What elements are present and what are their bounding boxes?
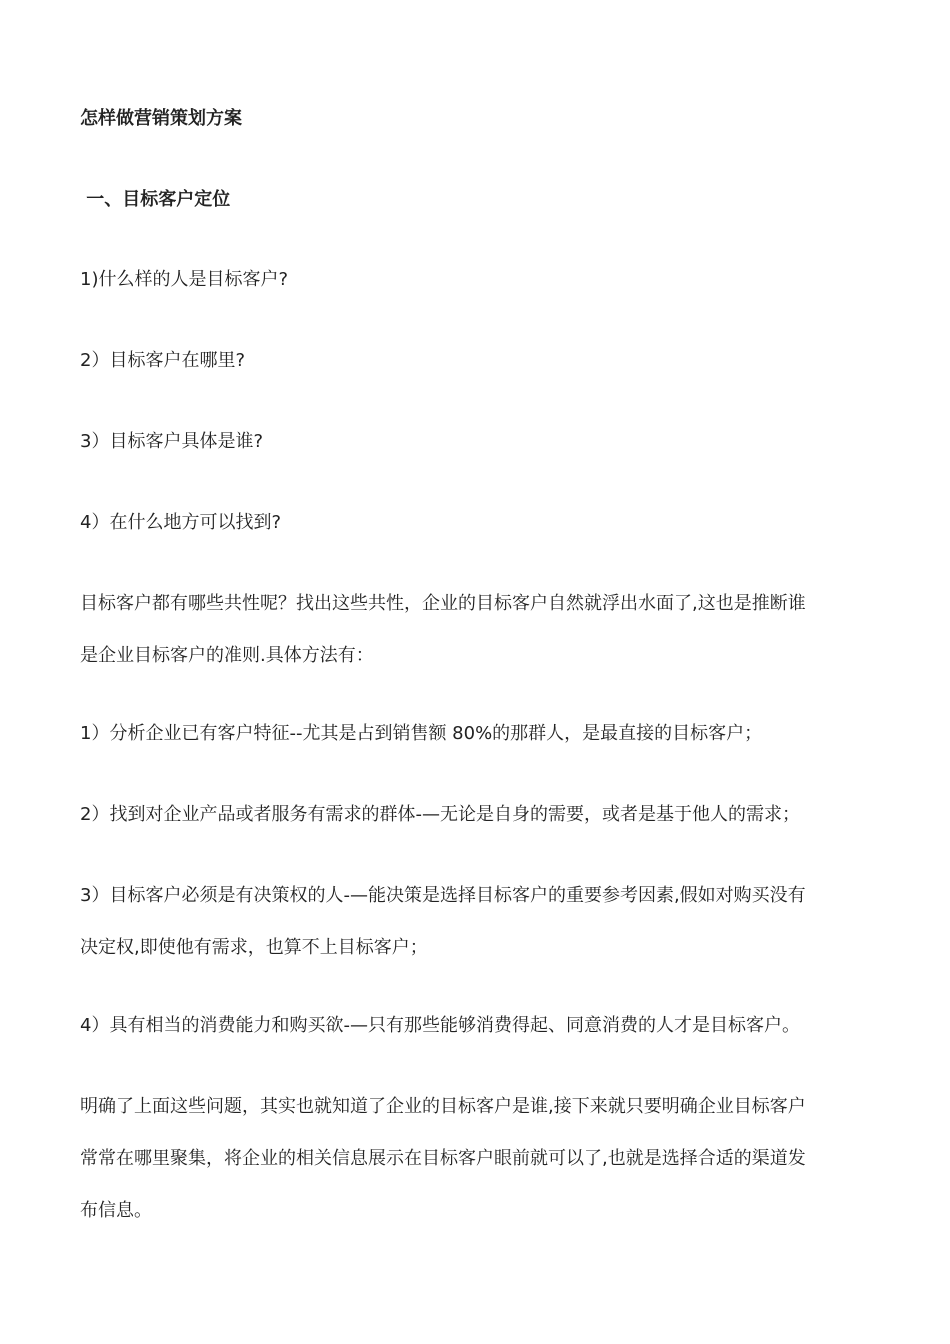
- question-item: 4）在什么地方可以找到?: [80, 512, 282, 533]
- section-heading: 一、目标客户定位: [80, 189, 231, 210]
- paragraph-line: 常常在哪里聚集，将企业的相关信息展示在目标客户眼前就可以了,也就是选择合适的渠道发: [80, 1148, 806, 1169]
- method-item: 1）分析企业已有客户特征--尤其是占到销售额 80%的那群人，是最直接的目标客户；: [80, 723, 763, 744]
- paragraph-line: 决定权,即使他有需求，也算不上目标客户；: [80, 937, 428, 958]
- question-item: 3）目标客户具体是谁?: [80, 431, 264, 452]
- paragraph-line: 是企业目标客户的准则.具体方法有：: [80, 645, 374, 666]
- method-item: 2）找到对企业产品或者服务有需求的群体-—无论是自身的需要，或者是基于他人的需求；: [80, 804, 800, 825]
- paragraph-line: 布信息。: [80, 1200, 152, 1221]
- paragraph-line: 3）目标客户必须是有决策权的人-—能决策是选择目标客户的重要参考因素,假如对购买没有: [80, 885, 806, 906]
- document-title: 怎样做营销策划方案: [80, 108, 242, 129]
- paragraph-line: 目标客户都有哪些共性呢？找出这些共性，企业的目标客户自然就浮出水面了,这也是推断谁: [80, 593, 806, 614]
- paragraph-line: 明确了上面这些问题，其实也就知道了企业的目标客户是谁,接下来就只要明确企业目标客户: [80, 1096, 806, 1117]
- conclusion-paragraph: [80, 1081, 860, 1237]
- method-item: [80, 870, 860, 974]
- method-item: 4）具有相当的消费能力和购买欲-—只有那些能够消费得起、同意消费的人才是目标客户。: [80, 1015, 800, 1036]
- intro-paragraph: [80, 578, 860, 682]
- question-item: 1)什么样的人是目标客户?: [80, 269, 289, 290]
- question-item: 2）目标客户在哪里?: [80, 350, 246, 371]
